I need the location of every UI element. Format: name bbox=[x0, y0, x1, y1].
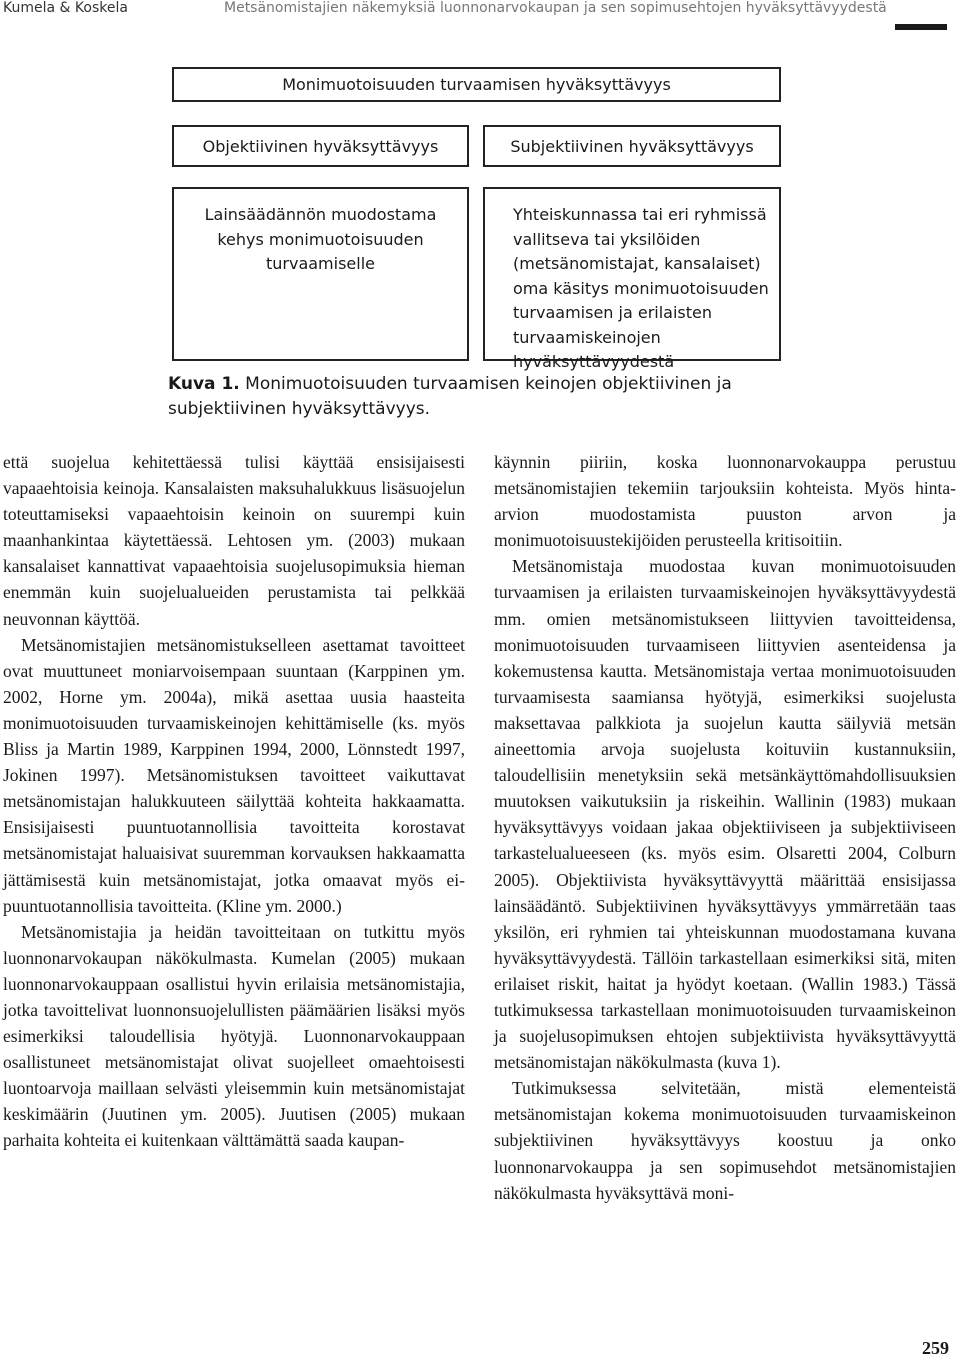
diagram-top-label: Monimuotoisuuden turvaamisen hyväksyttävyys bbox=[282, 75, 671, 94]
left-paragraph-1: että suojelua kehitettäessä tulisi käyttää ensisijaisesti vapaaehtoisia keinoja. Kansalaisten maksuhalukkuus lisäsuojelun toteuttamiseksi vapaaehtoisin keinoin on suurempi kuin maanhankintaa käytettäessä. Lehtosen ym. (2003) mukaan kansalaiset kannattivat vapaaehtoisia suojelusopimuksia hieman enemmän kuin suojelualueiden perustamista tai pelkkää neuvonnan käyttöä. bbox=[3, 452, 465, 629]
caption-label: Kuva 1. bbox=[168, 374, 240, 394]
diagram-objective-box bbox=[172, 125, 469, 167]
body-column-left bbox=[3, 449, 465, 1154]
diagram-subjective-desc: Yhteiskunnassa tai eri ryhmissä vallitseva tai yksilöiden (metsänomistajat, kansalaiset) oma käsitys monimuotoisuuden turvaamisen ja erilaisten turvaamiskeinojen hyväksyttävyydestä bbox=[513, 205, 769, 371]
diagram-subjective-box bbox=[483, 125, 781, 167]
diagram-objective-label: Objektiivinen hyväksyttävyys bbox=[202, 136, 439, 156]
left-paragraph-3: Metsänomistajia ja heidän tavoitteitaan on tutkittu myös luonnonarvokaupan näkökulmasta. Kumelan (2005) mukaan luonnonarvokauppaan osallistui hyvin erilaisia metsänomistajia, jotka tavoittelivat luonnonsuojelullisten päämäärien lisäksi myös esimerkiksi taloudellisia hyötyjä. Luonnonarvokauppaan osallistuneet metsänomistajat olivat suojelleet omaehtoisesti luontoarvoja maillaan selvästi yleisemmin kuin metsänomistajat keskimäärin (Juutinen ym. 2005). Juutisen (2005) mukaan parhaita kohteita ei kuitenkaan välttämättä saada kaupan- bbox=[3, 921, 465, 1151]
body-column-right bbox=[494, 449, 956, 1206]
diagram-subjective-desc-box bbox=[483, 187, 781, 371]
left-paragraph-2: Metsänomistajien metsänomistukselleen asettamat tavoitteet ovat muuttuneet moniarvoisempaan suuntaan (Karppinen ym. 2002, Horne ym. 2004a), mikä asettaa uusia haasteita monimuotoisuuden turvaamiskeinojen kehittämiselle (ks. myös Bliss ja Martin 1989, Karppinen 1994, 2000, Lönnstedt 1997, Jokinen 1997). Metsänomistuksen tavoitteet vaikuttavat metsänomistajan halukkuuteen säilyttää kohteita hakkaamatta. Ensisijaisesti puuntuotannollisia tavoitteita korostavat metsänomistajat haluaisivat suuremman korvauksen hakkaamatta jättämisestä kuin metsänomistajat, jotka omaavat myös ei-puuntuotannollisia tavoitteita. (Kline ym. 2000.) bbox=[3, 634, 465, 916]
right-paragraph-1: käynnin piiriin, koska luonnonarvokauppa perustuu metsänomistajien tekemiin tarjouksiin kohteista. Myös hinta-arvion muodostamista puuston arvon ja monimuotoisuustekijöiden perusteella kritisoitiin. bbox=[494, 452, 956, 551]
figure-caption bbox=[168, 372, 788, 422]
running-header bbox=[0, 0, 960, 16]
header-bar bbox=[895, 24, 947, 30]
right-paragraph-2: Metsänomistaja muodostaa kuvan monimuotoisuuden turvaamisen ja erilaisten turvaamiskeinojen hyväksyttävyydestä mm. omien metsänomistukseen liittyvien tavoitteidensa, monimuotoisuuden turvaamiseen liittyvien asenteidensa ja kokemustensa kautta. Metsänomistaja vertaa monimuotoisuuden turvaamisesta saamiansa hyötyjä, esimerkiksi suojelusta maksettavaa palkkiota ja suojelun kautta säilyviä metsän aineettomia arvoja suojelusta koituviin kustannuksiin, taloudellisiin menetyksiin sekä metsänkäyttömahdollisuuksien muutoksen vaikutuksiin ja riskeihin. Wallinin (1983) mukaan hyväksyttävyys voidaan jakaa objektiiviseen ja subjektiiviseen tarkastelualueeseen (ks. myös esim. Olsaretti 2004, Colburn 2005). Objektiivista hyväksyttävyyttä määrittää ensisijassa lainsäädäntö. Subjektiivinen hyväksyttävyys ymmärretään taas yksilön, eri ryhmien tai yhteiskunnan muodostamana kuvana hyväksyttävyydestä. Tällöin tarkastellaan esimerkiksi sitä, miten erilaiset riskit, haitat ja hyödyt koetaan. (Wallin 1983.) Tässä tutkimuksessa tarkastellaan monimuotoisuuden turvaamiskeinon ja suojelusopimuksen ehtojen subjektiivista hyväksyttävyyttä metsänomistajan näkökulmasta (kuva 1). bbox=[494, 556, 956, 1073]
diagram-objective-desc: Lainsäädännön muodostama kehys monimuotoisuuden turvaamiselle bbox=[204, 205, 437, 273]
diagram-top-box bbox=[172, 67, 781, 102]
caption-text: Monimuotoisuuden turvaamisen keinojen objektiivinen ja subjektiivinen hyväksyttävyys. bbox=[168, 374, 732, 419]
header-running-title: Metsänomistajien näkemyksiä luonnonarvokaupan ja sen sopimusehtojen hyväksyttävyydestä bbox=[224, 0, 887, 16]
header-authors: Kumela & Koskela bbox=[3, 0, 128, 16]
right-paragraph-3: Tutkimuksessa selvitetään, mistä elementeistä metsänomistajan kokema monimuotoisuuden turvaamiskeinon subjektiivinen hyväksyttävyys koostuu ja onko luonnonarvokauppa ja sen sopimusehdot metsänomistajien näkökulmasta hyväksyttävä moni- bbox=[494, 1078, 956, 1203]
diagram-subjective-label: Subjektiivinen hyväksyttävyys bbox=[510, 136, 754, 156]
diagram-objective-desc-box bbox=[172, 187, 469, 361]
page-number: 259 bbox=[922, 1338, 949, 1358]
